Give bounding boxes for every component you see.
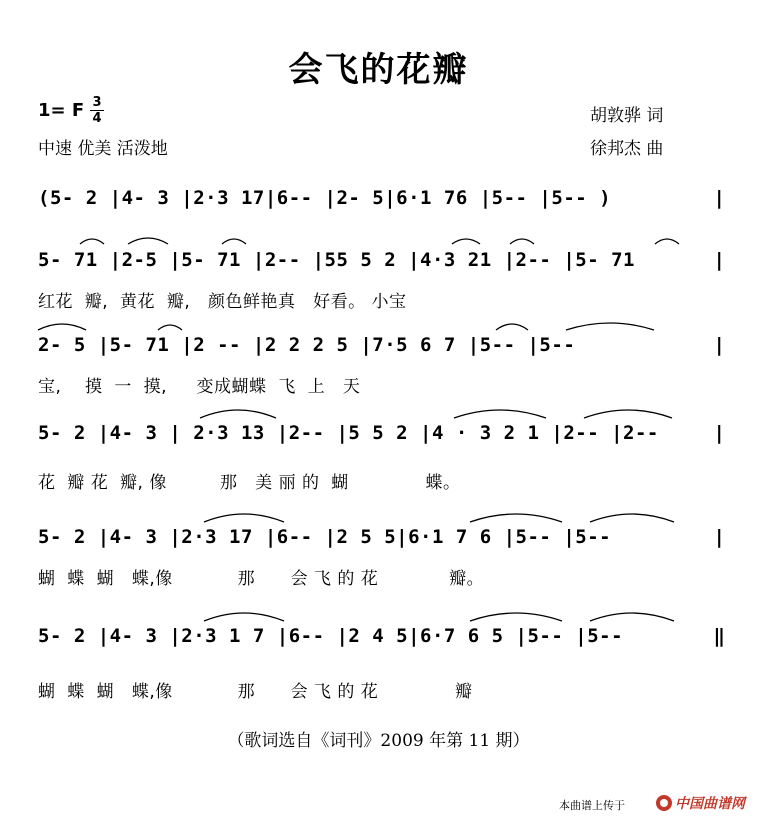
- notation-line-6: 5- 2 |4- 3 |2·3 1 7 |6-- |2 4 5|6·7 6 5 |5-- |5--: [38, 625, 624, 647]
- lyricist-credit: 胡敦骅 词: [590, 106, 664, 126]
- slur-15: [470, 514, 562, 522]
- time-signature-top: 3: [92, 95, 102, 110]
- slur-16: [590, 514, 674, 522]
- slur-5: [510, 239, 534, 244]
- final-barline: ‖: [713, 625, 725, 647]
- barline-end-3: |: [713, 334, 725, 356]
- key-signature: 1= F: [38, 100, 85, 121]
- site-logo-text: 中国曲谱网: [675, 796, 745, 812]
- slur-1: [80, 239, 104, 244]
- barline-end-1: |: [713, 187, 725, 209]
- barline-end-2: |: [713, 249, 725, 271]
- tempo-marking: 中速 优美 活泼地: [38, 139, 168, 159]
- slur-11: [200, 410, 276, 418]
- slur-4: [452, 239, 480, 244]
- notation-line-3: 2- 5 |5- 71 |2 -- |2 2 2 5 |7·5 6 7 |5-- |5--: [38, 334, 576, 356]
- lyrics-line-5: 蝴 蝶 蝴 蝶,像 那 会 飞 的 花 瓣。: [38, 569, 485, 589]
- slur-7: [38, 324, 86, 330]
- slur-8: [158, 325, 182, 330]
- composer-credit: 徐邦杰 曲: [590, 139, 664, 159]
- slur-17: [204, 613, 284, 621]
- barline-end-4: |: [713, 422, 725, 444]
- barline-end-5: |: [713, 526, 725, 548]
- lyrics-line-6: 蝴 蝶 蝴 蝶,像 那 会 飞 的 花 瓣: [38, 682, 473, 702]
- slur-9: [496, 324, 528, 330]
- lyrics-line-4: 花 瓣 花 瓣, 像 那 美 丽 的 蝴 蝶。: [38, 473, 461, 493]
- slur-13: [584, 410, 672, 418]
- lyrics-source-note: （歌词选自《词刊》2009 年第 11 期）: [227, 731, 530, 751]
- slur-10: [566, 323, 654, 330]
- notation-line-1: (5- 2 |4- 3 |2·3 17|6-- |2- 5|6·1 76 |5-- |5-- ): [38, 187, 612, 209]
- song-title: 会飞的花瓣: [288, 50, 469, 90]
- slur-18: [470, 613, 562, 621]
- lyrics-line-2: 红花 瓣, 黄花 瓣, 颜色鲜艳真 好看。 小宝: [38, 292, 407, 312]
- notation-line-5: 5- 2 |4- 3 |2·3 17 |6-- |2 5 5|6·1 7 6 |5-- |5--: [38, 526, 612, 548]
- slur-3: [222, 239, 246, 244]
- slur-arcs: [38, 238, 679, 621]
- upload-caption: 本曲谱上传于: [559, 799, 625, 812]
- slur-2: [128, 238, 168, 244]
- notation-line-4: 5- 2 |4- 3 | 2·3 13 |2-- |5 5 2 |4 · 3 2 1 |2-- |2--: [38, 422, 659, 444]
- slur-12: [454, 410, 546, 418]
- slur-6: [655, 239, 679, 244]
- slur-14: [204, 514, 284, 522]
- slur-19: [590, 613, 674, 621]
- time-signature-bottom: 4: [92, 111, 102, 126]
- notation-line-2: 5- 71 |2-5 |5- 71 |2-- |55 5 2 |4·3 21 |2-- |5- 71: [38, 249, 635, 271]
- lyrics-line-3: 宝, 摸 一 摸, 变成蝴蝶 飞 上 天: [38, 377, 361, 397]
